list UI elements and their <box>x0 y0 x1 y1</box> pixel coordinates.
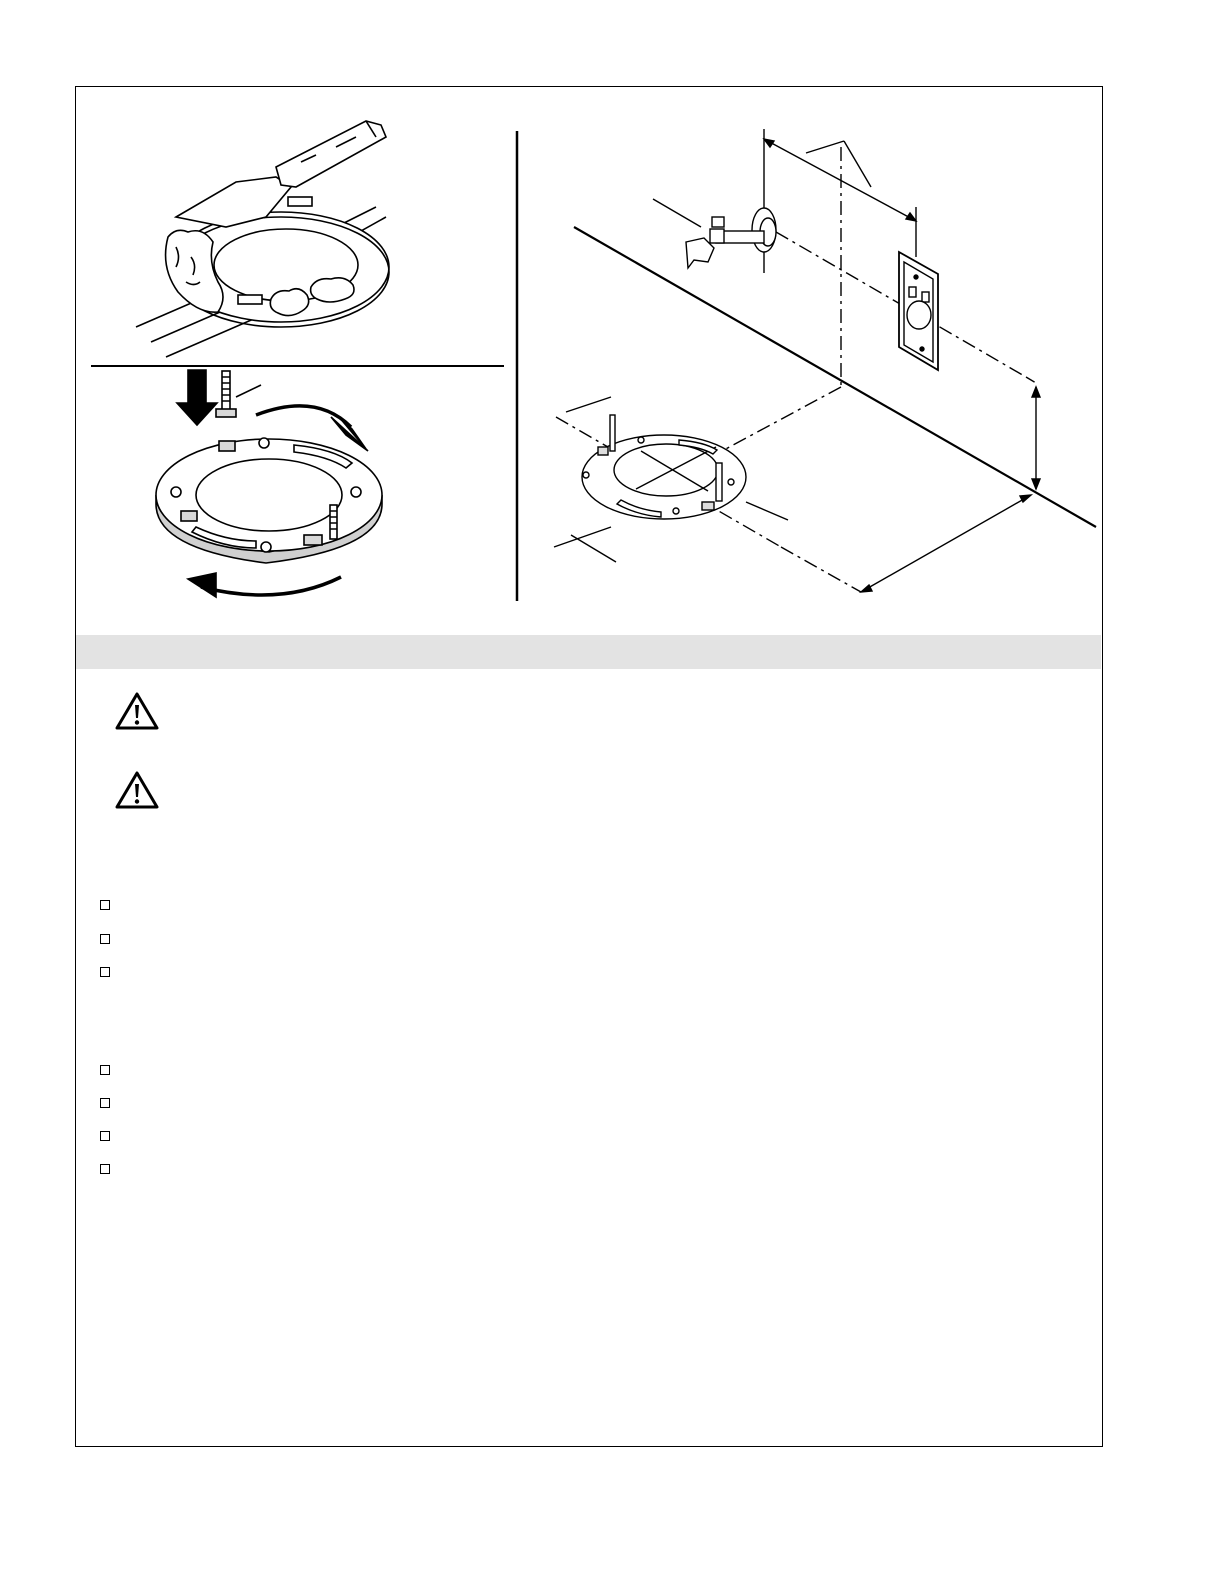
illustration-panel <box>76 87 1104 635</box>
tbolt-insertion-figure <box>156 370 382 597</box>
warning-triangle-icon <box>114 691 160 731</box>
checkbox[interactable] <box>100 900 110 910</box>
checkbox[interactable] <box>100 967 110 977</box>
rough-in-layout-figure <box>554 129 1096 592</box>
wax-scraping-figure <box>136 121 389 357</box>
checkbox[interactable] <box>100 1065 110 1075</box>
checkbox[interactable] <box>100 1131 110 1141</box>
instruction-frame <box>75 86 1103 1447</box>
section-header-band <box>76 635 1101 669</box>
warning-triangle-icon <box>114 770 160 810</box>
checkbox[interactable] <box>100 1098 110 1108</box>
checkbox[interactable] <box>100 934 110 944</box>
checkbox[interactable] <box>100 1164 110 1174</box>
